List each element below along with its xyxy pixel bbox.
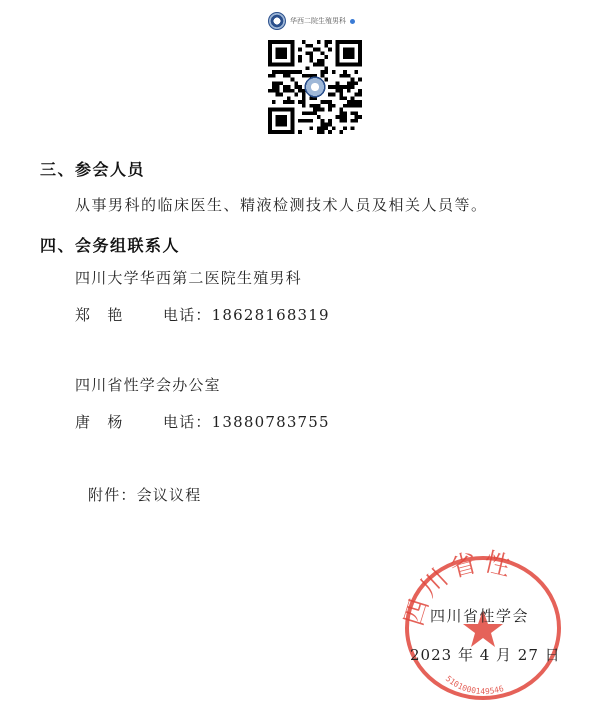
hospital-logo-icon	[268, 12, 286, 30]
contact-row	[75, 304, 330, 325]
contact-name: 唐 杨	[75, 413, 124, 431]
qr-header	[268, 10, 360, 32]
verified-badge-icon	[350, 19, 355, 24]
svg-text:四川省性: 四川省性	[400, 548, 518, 630]
contact-org: 四川省性学会办公室	[75, 376, 221, 394]
signature-org: 四川省性学会	[430, 607, 530, 625]
attendees-text: 从事男科的临床医生、精液检测技术人员及相关人员等。	[75, 196, 488, 214]
phone-number: 13880783755	[211, 413, 330, 431]
phone-label: 电话：	[163, 306, 212, 324]
qr-header-text: 华西二院生殖男科	[290, 17, 346, 25]
qr-code[interactable]	[268, 40, 362, 134]
attachment-link: 附件：会议议程	[88, 486, 202, 504]
contact-org: 四川大学华西第二医院生殖男科	[75, 269, 302, 287]
contact-name: 郑 艳	[75, 306, 124, 324]
signature-date: 2023 年 4 月 27 日	[410, 646, 561, 664]
phone-number: 18628168319	[211, 306, 330, 324]
section-heading-attendees: 三、参会人员	[40, 160, 146, 179]
section-heading-contacts: 四、会务组联系人	[40, 236, 181, 255]
official-seal	[400, 548, 566, 704]
contact-row	[75, 411, 330, 432]
seal-stamp-icon	[400, 548, 566, 704]
qr-code-icon	[268, 40, 362, 134]
phone-label: 电话：	[163, 413, 212, 431]
svg-text:5101000149546: 5101000149546	[443, 674, 505, 697]
